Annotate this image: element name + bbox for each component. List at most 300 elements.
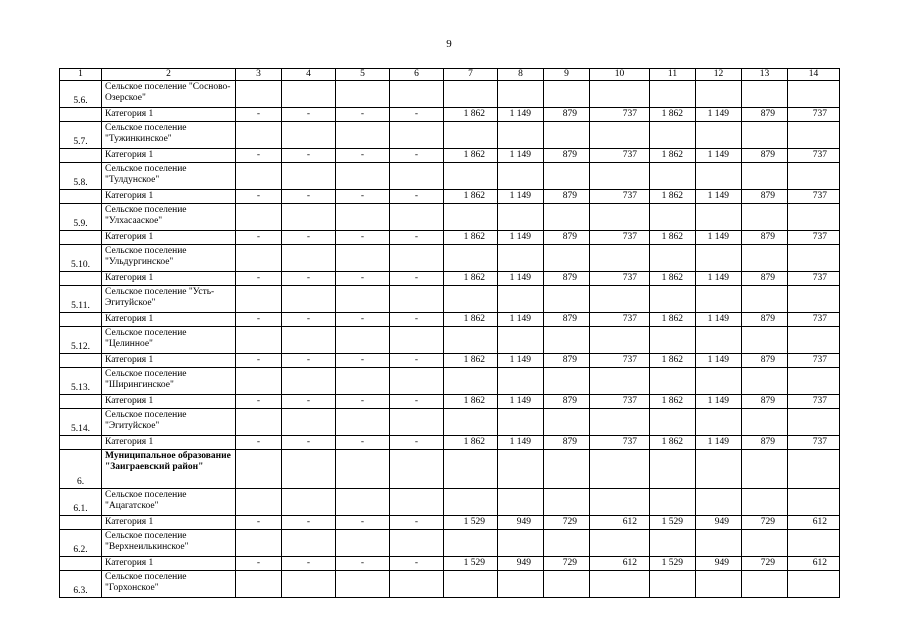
empty-cell [788, 286, 840, 313]
settlement-name: Муниципальное образование "Заиграевский район" [102, 450, 236, 489]
empty-cell [498, 204, 544, 231]
empty-cell [336, 571, 390, 598]
empty-cell [696, 163, 742, 190]
empty-cell [544, 450, 590, 489]
empty-cell [444, 327, 498, 354]
row-code: 5.8. [60, 163, 102, 190]
header-cell: 1 [60, 69, 102, 81]
category-label: Категория 1 [102, 108, 236, 122]
value-cell: 729 [544, 557, 590, 571]
dash-cell: - [336, 313, 390, 327]
value-cell: 737 [788, 313, 840, 327]
value-cell: 1 149 [696, 313, 742, 327]
empty-cell [336, 530, 390, 557]
value-cell: 1 862 [650, 354, 696, 368]
empty-cell [498, 450, 544, 489]
value-cell: 879 [544, 395, 590, 409]
value-cell: 1 149 [498, 313, 544, 327]
dash-cell: - [282, 190, 336, 204]
dash-cell: - [236, 557, 282, 571]
empty-cell [236, 81, 282, 108]
empty-cell [336, 409, 390, 436]
empty-cell [390, 327, 444, 354]
section-row [60, 286, 840, 313]
empty-cell [696, 286, 742, 313]
value-cell: 949 [696, 516, 742, 530]
value-cell: 737 [590, 313, 650, 327]
empty-cell [696, 489, 742, 516]
dash-cell: - [236, 395, 282, 409]
section-row [60, 327, 840, 354]
dash-cell: - [236, 190, 282, 204]
empty-cell [788, 81, 840, 108]
value-cell: 737 [788, 231, 840, 245]
empty-cell [390, 530, 444, 557]
empty-cell [336, 450, 390, 489]
dash-cell: - [282, 354, 336, 368]
empty-cell [60, 436, 102, 450]
dash-cell: - [236, 516, 282, 530]
row-code: 5.7. [60, 122, 102, 149]
empty-cell [282, 409, 336, 436]
empty-cell [236, 450, 282, 489]
empty-cell [696, 122, 742, 149]
category-row [60, 231, 840, 245]
dash-cell: - [336, 516, 390, 530]
dash-cell: - [236, 354, 282, 368]
value-cell: 879 [742, 354, 788, 368]
value-cell: 737 [590, 436, 650, 450]
header-row [60, 69, 840, 81]
empty-cell [60, 190, 102, 204]
empty-cell [60, 231, 102, 245]
dash-cell: - [336, 436, 390, 450]
empty-cell [590, 81, 650, 108]
empty-cell [498, 409, 544, 436]
value-cell: 729 [544, 516, 590, 530]
value-cell: 1 149 [696, 354, 742, 368]
dash-cell: - [390, 313, 444, 327]
value-cell: 879 [544, 149, 590, 163]
table-body [60, 69, 840, 598]
dash-cell: - [282, 272, 336, 286]
empty-cell [742, 409, 788, 436]
empty-cell [788, 409, 840, 436]
empty-cell [444, 450, 498, 489]
value-cell: 1 529 [444, 557, 498, 571]
empty-cell [544, 286, 590, 313]
dash-cell: - [282, 313, 336, 327]
dash-cell: - [282, 557, 336, 571]
category-row [60, 395, 840, 409]
value-cell: 737 [590, 272, 650, 286]
category-label: Категория 1 [102, 149, 236, 163]
value-cell: 737 [788, 190, 840, 204]
empty-cell [336, 489, 390, 516]
dash-cell: - [336, 108, 390, 122]
value-cell: 1 149 [498, 436, 544, 450]
dash-cell: - [236, 272, 282, 286]
empty-cell [236, 245, 282, 272]
empty-cell [544, 530, 590, 557]
empty-cell [336, 368, 390, 395]
empty-cell [236, 122, 282, 149]
value-cell: 612 [590, 557, 650, 571]
value-cell: 879 [742, 190, 788, 204]
empty-cell [696, 245, 742, 272]
value-cell: 1 862 [444, 149, 498, 163]
empty-cell [444, 204, 498, 231]
empty-cell [742, 368, 788, 395]
row-code: 5.10. [60, 245, 102, 272]
empty-cell [742, 245, 788, 272]
settlement-name: Сельское поселение "Эгитуйское" [102, 409, 236, 436]
empty-cell [444, 286, 498, 313]
empty-cell [236, 163, 282, 190]
empty-cell [498, 327, 544, 354]
value-cell: 1 149 [498, 108, 544, 122]
settlement-name: Сельское поселение "Целинное" [102, 327, 236, 354]
value-cell: 1 862 [650, 272, 696, 286]
empty-cell [742, 571, 788, 598]
value-cell: 737 [788, 272, 840, 286]
value-cell: 737 [788, 436, 840, 450]
empty-cell [444, 489, 498, 516]
empty-cell [336, 122, 390, 149]
value-cell: 879 [742, 395, 788, 409]
dash-cell: - [282, 149, 336, 163]
value-cell: 729 [742, 516, 788, 530]
value-cell: 1 862 [650, 149, 696, 163]
value-cell: 1 529 [650, 516, 696, 530]
header-cell: 10 [590, 69, 650, 81]
empty-cell [282, 81, 336, 108]
empty-cell [498, 530, 544, 557]
empty-cell [336, 204, 390, 231]
empty-cell [60, 149, 102, 163]
empty-cell [390, 571, 444, 598]
section-row [60, 204, 840, 231]
value-cell: 737 [788, 108, 840, 122]
empty-cell [788, 327, 840, 354]
value-cell: 879 [544, 313, 590, 327]
dash-cell: - [282, 516, 336, 530]
settlement-name: Сельское поселение "Тужинкинское" [102, 122, 236, 149]
category-row [60, 516, 840, 530]
empty-cell [696, 81, 742, 108]
category-label: Категория 1 [102, 436, 236, 450]
value-cell: 1 149 [696, 231, 742, 245]
empty-cell [590, 327, 650, 354]
value-cell: 1 862 [650, 395, 696, 409]
empty-cell [650, 530, 696, 557]
value-cell: 879 [544, 231, 590, 245]
empty-cell [236, 368, 282, 395]
header-cell: 2 [102, 69, 236, 81]
value-cell: 879 [742, 436, 788, 450]
dash-cell: - [390, 190, 444, 204]
empty-cell [336, 245, 390, 272]
empty-cell [742, 327, 788, 354]
empty-cell [696, 327, 742, 354]
empty-cell [650, 489, 696, 516]
category-row [60, 354, 840, 368]
empty-cell [282, 450, 336, 489]
header-cell: 3 [236, 69, 282, 81]
header-cell: 13 [742, 69, 788, 81]
value-cell: 1 149 [696, 190, 742, 204]
empty-cell [590, 489, 650, 516]
value-cell: 879 [544, 272, 590, 286]
empty-cell [544, 81, 590, 108]
tariff-table [59, 68, 840, 598]
empty-cell [788, 245, 840, 272]
empty-cell [742, 122, 788, 149]
category-row [60, 190, 840, 204]
dash-cell: - [336, 190, 390, 204]
empty-cell [544, 409, 590, 436]
dash-cell: - [390, 272, 444, 286]
empty-cell [650, 327, 696, 354]
value-cell: 737 [590, 231, 650, 245]
empty-cell [788, 368, 840, 395]
empty-cell [788, 163, 840, 190]
empty-cell [236, 489, 282, 516]
empty-cell [544, 122, 590, 149]
empty-cell [498, 571, 544, 598]
value-cell: 1 149 [498, 149, 544, 163]
empty-cell [390, 409, 444, 436]
value-cell: 879 [742, 272, 788, 286]
empty-cell [236, 204, 282, 231]
value-cell: 737 [788, 354, 840, 368]
settlement-name: Сельское поселение "Улхасаaское" [102, 204, 236, 231]
empty-cell [60, 108, 102, 122]
category-label: Категория 1 [102, 557, 236, 571]
empty-cell [498, 286, 544, 313]
row-code: 6.1. [60, 489, 102, 516]
empty-cell [742, 163, 788, 190]
value-cell: 737 [590, 354, 650, 368]
value-cell: 1 862 [444, 354, 498, 368]
empty-cell [390, 122, 444, 149]
empty-cell [742, 530, 788, 557]
value-cell: 1 149 [696, 436, 742, 450]
empty-cell [390, 489, 444, 516]
value-cell: 612 [788, 557, 840, 571]
empty-cell [650, 204, 696, 231]
empty-cell [788, 450, 840, 489]
empty-cell [390, 204, 444, 231]
empty-cell [498, 245, 544, 272]
dash-cell: - [236, 436, 282, 450]
empty-cell [696, 450, 742, 489]
value-cell: 1 149 [498, 354, 544, 368]
header-cell: 14 [788, 69, 840, 81]
empty-cell [282, 245, 336, 272]
row-code: 6.3. [60, 571, 102, 598]
row-code: 5.9. [60, 204, 102, 231]
empty-cell [650, 571, 696, 598]
value-cell: 737 [788, 149, 840, 163]
settlement-name: Сельское поселение "Верхнеилькинское" [102, 530, 236, 557]
empty-cell [788, 530, 840, 557]
empty-cell [544, 571, 590, 598]
settlement-name: Сельское поселение "Сосново-Озерское" [102, 81, 236, 108]
empty-cell [390, 450, 444, 489]
empty-cell [60, 272, 102, 286]
dash-cell: - [390, 557, 444, 571]
value-cell: 1 862 [444, 231, 498, 245]
empty-cell [336, 81, 390, 108]
empty-cell [282, 204, 336, 231]
value-cell: 737 [590, 395, 650, 409]
empty-cell [236, 327, 282, 354]
empty-cell [336, 163, 390, 190]
empty-cell [282, 368, 336, 395]
category-label: Категория 1 [102, 231, 236, 245]
empty-cell [60, 557, 102, 571]
dash-cell: - [390, 516, 444, 530]
value-cell: 1 862 [444, 272, 498, 286]
value-cell: 1 149 [498, 190, 544, 204]
section-row [60, 368, 840, 395]
row-code: 6.2. [60, 530, 102, 557]
category-row [60, 557, 840, 571]
dash-cell: - [282, 395, 336, 409]
empty-cell [590, 450, 650, 489]
empty-cell [498, 163, 544, 190]
settlement-name: Сельское поселение "Тулдунское" [102, 163, 236, 190]
dash-cell: - [282, 436, 336, 450]
empty-cell [544, 489, 590, 516]
dash-cell: - [336, 354, 390, 368]
empty-cell [650, 122, 696, 149]
row-code: 5.6. [60, 81, 102, 108]
empty-cell [282, 327, 336, 354]
empty-cell [650, 81, 696, 108]
dash-cell: - [336, 149, 390, 163]
row-code: 5.11. [60, 286, 102, 313]
section-row [60, 245, 840, 272]
empty-cell [498, 122, 544, 149]
section-row [60, 163, 840, 190]
empty-cell [544, 327, 590, 354]
value-cell: 737 [590, 190, 650, 204]
value-cell: 1 862 [444, 395, 498, 409]
header-cell: 6 [390, 69, 444, 81]
empty-cell [742, 450, 788, 489]
empty-cell [498, 368, 544, 395]
empty-cell [236, 530, 282, 557]
dash-cell: - [336, 231, 390, 245]
value-cell: 612 [590, 516, 650, 530]
dash-cell: - [282, 108, 336, 122]
category-label: Категория 1 [102, 190, 236, 204]
empty-cell [544, 204, 590, 231]
empty-cell [498, 81, 544, 108]
empty-cell [60, 354, 102, 368]
settlement-name: Сельское поселение "Усть-Эгитуйское" [102, 286, 236, 313]
empty-cell [696, 409, 742, 436]
section-row [60, 450, 840, 489]
empty-cell [742, 286, 788, 313]
dash-cell: - [236, 231, 282, 245]
value-cell: 729 [742, 557, 788, 571]
settlement-name: Сельское поселение "Горхонское" [102, 571, 236, 598]
empty-cell [788, 204, 840, 231]
empty-cell [236, 409, 282, 436]
empty-cell [390, 286, 444, 313]
empty-cell [444, 571, 498, 598]
empty-cell [60, 516, 102, 530]
category-row [60, 108, 840, 122]
empty-cell [236, 286, 282, 313]
value-cell: 1 862 [444, 190, 498, 204]
value-cell: 879 [544, 354, 590, 368]
value-cell: 949 [696, 557, 742, 571]
empty-cell [60, 395, 102, 409]
dash-cell: - [236, 313, 282, 327]
row-code: 5.14. [60, 409, 102, 436]
header-cell: 12 [696, 69, 742, 81]
section-row [60, 530, 840, 557]
empty-cell [282, 489, 336, 516]
value-cell: 1 862 [444, 313, 498, 327]
empty-cell [650, 245, 696, 272]
empty-cell [60, 313, 102, 327]
dash-cell: - [336, 272, 390, 286]
row-code: 6. [60, 450, 102, 489]
empty-cell [390, 163, 444, 190]
empty-cell [444, 530, 498, 557]
settlement-name: Сельское поселение "Ширингинское" [102, 368, 236, 395]
empty-cell [590, 409, 650, 436]
value-cell: 879 [544, 190, 590, 204]
value-cell: 737 [788, 395, 840, 409]
value-cell: 1 149 [696, 149, 742, 163]
header-cell: 5 [336, 69, 390, 81]
empty-cell [590, 286, 650, 313]
empty-cell [282, 122, 336, 149]
dash-cell: - [390, 436, 444, 450]
settlement-name: Сельское поселение "Ацагатское" [102, 489, 236, 516]
empty-cell [650, 163, 696, 190]
value-cell: 879 [742, 313, 788, 327]
dash-cell: - [236, 108, 282, 122]
category-row [60, 436, 840, 450]
value-cell: 1 149 [696, 272, 742, 286]
category-row [60, 149, 840, 163]
section-row [60, 409, 840, 436]
empty-cell [696, 368, 742, 395]
empty-cell [498, 489, 544, 516]
empty-cell [650, 450, 696, 489]
empty-cell [544, 163, 590, 190]
page-number: 9 [446, 38, 452, 50]
dash-cell: - [336, 395, 390, 409]
empty-cell [444, 81, 498, 108]
empty-cell [590, 368, 650, 395]
value-cell: 879 [544, 108, 590, 122]
header-cell: 11 [650, 69, 696, 81]
empty-cell [650, 409, 696, 436]
value-cell: 1 149 [696, 108, 742, 122]
value-cell: 737 [590, 149, 650, 163]
section-row [60, 81, 840, 108]
empty-cell [444, 409, 498, 436]
value-cell: 1 862 [650, 436, 696, 450]
